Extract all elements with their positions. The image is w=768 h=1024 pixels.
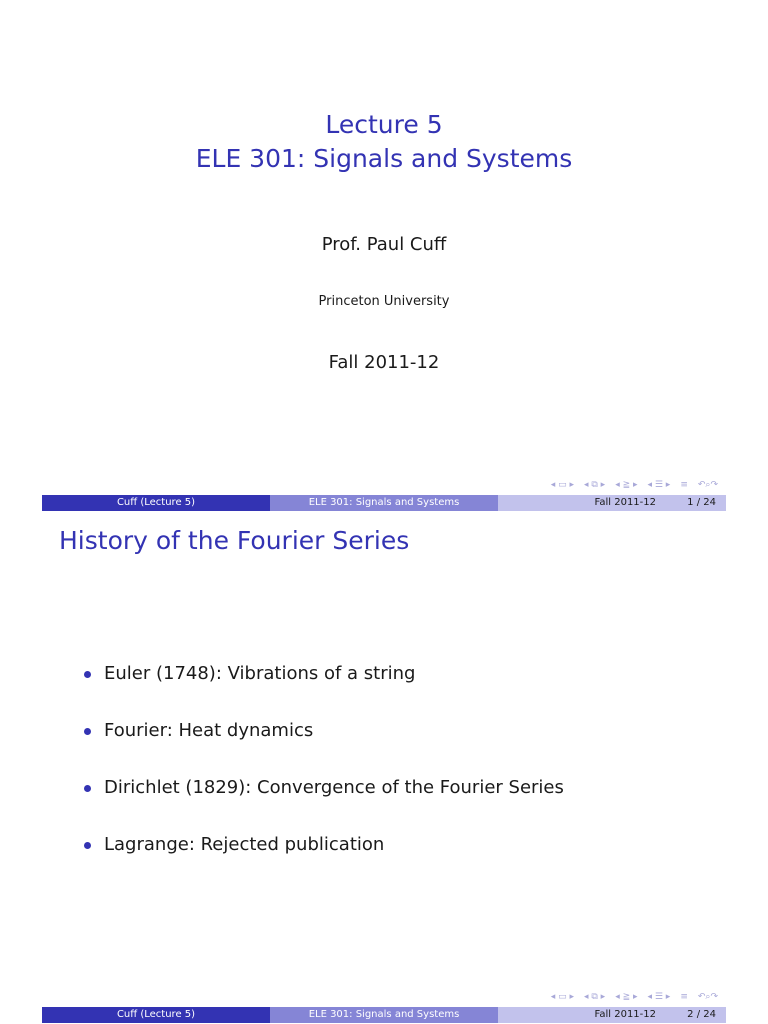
nav-align-icon[interactable]: ≡ (680, 480, 688, 490)
footer-course: ELE 301: Signals and Systems (270, 495, 498, 511)
footline (42, 495, 726, 511)
list-item: Dirichlet (1829): Convergence of the Fourier Series (84, 776, 564, 833)
bullet-icon (84, 785, 91, 792)
nav-section-icon[interactable]: ◂ ☰ ▸ (647, 992, 671, 1002)
footer-date-page (498, 495, 726, 511)
nav-frame-icon[interactable]: ◂ ⧉ ▸ (584, 480, 606, 490)
navigation-bar (468, 479, 718, 491)
footer-author: Cuff (Lecture 5) (42, 1007, 270, 1023)
list-item: Euler (1748): Vibrations of a string (84, 662, 564, 719)
frame-title: History of the Fourier Series (59, 526, 410, 555)
nav-frame-icon[interactable]: ◂ ⧉ ▸ (584, 992, 606, 1002)
author: Prof. Paul Cuff (321, 234, 447, 255)
footer-date-page (498, 1007, 726, 1023)
footer-page-number: 1 / 24 (687, 497, 716, 508)
footer-date: Fall 2011-12 (594, 497, 656, 508)
footline (42, 1007, 726, 1023)
list-item: Fourier: Heat dynamics (84, 719, 564, 776)
nav-align-icon[interactable]: ≡ (680, 992, 688, 1002)
nav-search-icon[interactable]: ↶⌕↷ (697, 992, 718, 1002)
institute: Princeton University (318, 294, 450, 309)
nav-section-icon[interactable]: ◂ ☰ ▸ (647, 480, 671, 490)
bullet-icon (84, 671, 91, 678)
nav-search-icon[interactable]: ↶⌕↷ (697, 480, 718, 490)
bullet-icon (84, 728, 91, 735)
footer-course: ELE 301: Signals and Systems (270, 1007, 498, 1023)
footer-page-number: 2 / 24 (687, 1009, 716, 1020)
title-line-2: ELE 301: Signals and Systems (195, 144, 573, 173)
title-line-1: Lecture 5 (325, 110, 443, 139)
bullet-icon (84, 842, 91, 849)
list-item: Lagrange: Rejected publication (84, 833, 564, 890)
nav-subsection-icon[interactable]: ◂ ≧ ▸ (615, 992, 638, 1002)
content-slide (0, 512, 768, 1024)
nav-subsection-icon[interactable]: ◂ ≧ ▸ (615, 480, 638, 490)
presentation-title (0, 108, 768, 176)
nav-first-icon[interactable]: ◂ ▭ ▸ (550, 992, 574, 1002)
bullet-list (84, 662, 564, 890)
nav-first-icon[interactable]: ◂ ▭ ▸ (550, 480, 574, 490)
navigation-bar (468, 991, 718, 1003)
footer-date: Fall 2011-12 (594, 1009, 656, 1020)
footer-author: Cuff (Lecture 5) (42, 495, 270, 511)
presentation-date: Fall 2011-12 (328, 352, 440, 373)
